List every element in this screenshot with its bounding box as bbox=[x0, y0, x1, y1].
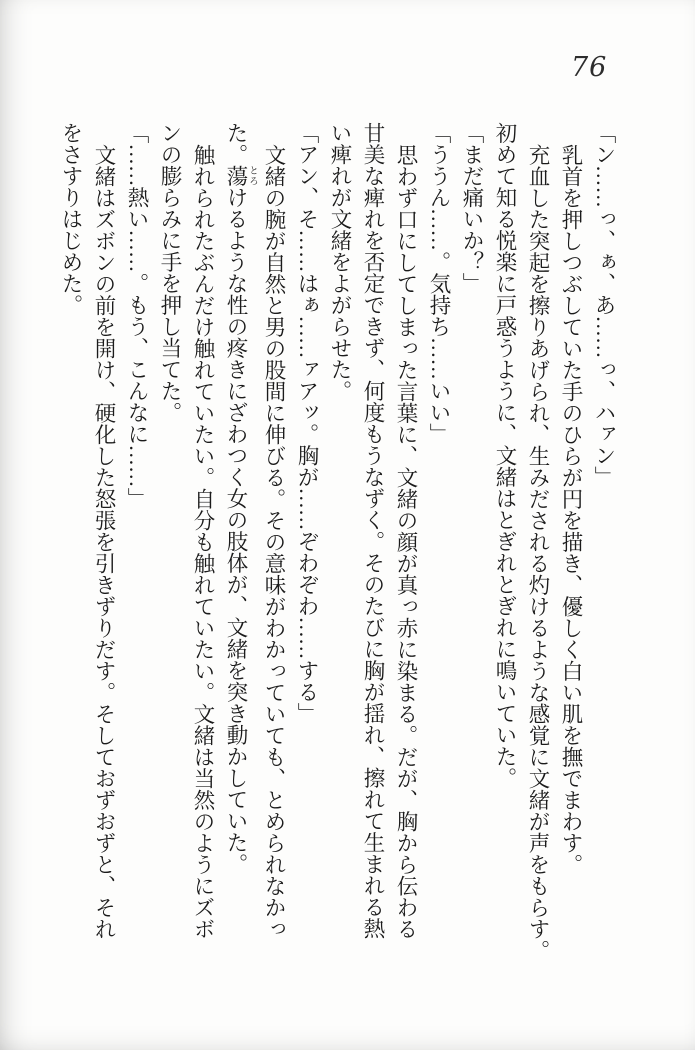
dialogue-line-1: 「ン……っ、ぁ、あ……っ、ハァン」 bbox=[592, 122, 616, 488]
dialogue-line-6: 「ううん……。気持ち……いい」 bbox=[427, 122, 451, 445]
narrative-line-3: 充血した突起を擦りあげられ、生みだされる灼けるような感覚に文緒が声をもらす。 bbox=[526, 143, 550, 961]
dialogue-line-5: 「まだ痛いか？」 bbox=[460, 122, 484, 294]
narrative-line-12-with-ruby bbox=[219, 122, 257, 967]
ruby-furigana: とろ bbox=[247, 165, 257, 187]
narrative-line-4: 初めて知る悦楽に戸惑うように、文緒はとぎれとぎれに鳴いていた。 bbox=[493, 122, 517, 789]
narrative-line-7: 思わず口にしてしまった言葉に、文緒の顔が真っ赤に染まる。だが、胸から伝わる bbox=[394, 143, 418, 939]
narrative-line-11: 文緒の腕が自然と男の股間に伸びる。その意味がわかっていても、とめられなかっ bbox=[262, 143, 286, 939]
narrative-line-13: 触れられたぶんだけ触れていたい。自分も触れていたい。文緒は当然のようにズボ bbox=[191, 143, 215, 939]
narrative-line-2: 乳首を押しつぶしていた手のひらが円を描き、優しく白い肌を撫でまわす。 bbox=[559, 143, 583, 875]
narrative-line-8: 甘美な痺れを否定できず、何度もうなずく。そのたびに胸が揺れ、擦れて生まれる熱 bbox=[361, 122, 385, 939]
dialogue-line-15: 「……熱い……。もう、こんなに……」 bbox=[125, 122, 149, 509]
ruby-word bbox=[224, 165, 257, 187]
page-number: 76 bbox=[571, 52, 608, 83]
vertical-text-block bbox=[54, 122, 620, 967]
narrative-line-9: い痺れが文緒をよがらせた。 bbox=[328, 122, 352, 402]
text-segment-post: けるような性の疼きにざわつく女の肢体が、文緒を突き動かしていた。 bbox=[224, 186, 248, 875]
narrative-line-14: ンの膨らみに手を押し当てた。 bbox=[158, 122, 182, 423]
text-segment-pre: た。 bbox=[224, 122, 248, 165]
ruby-base: 蕩 bbox=[224, 165, 248, 187]
narrative-line-17: をさすりはじめた。 bbox=[59, 122, 83, 316]
narrative-line-16: 文緒はズボンの前を開け、硬化した怒張を引きずりだす。そしておずおずと、それ bbox=[92, 143, 116, 939]
dialogue-line-10: 「アン、そ……はぁ……ァアッ。胸が……ぞわぞわ……する」 bbox=[295, 122, 319, 724]
